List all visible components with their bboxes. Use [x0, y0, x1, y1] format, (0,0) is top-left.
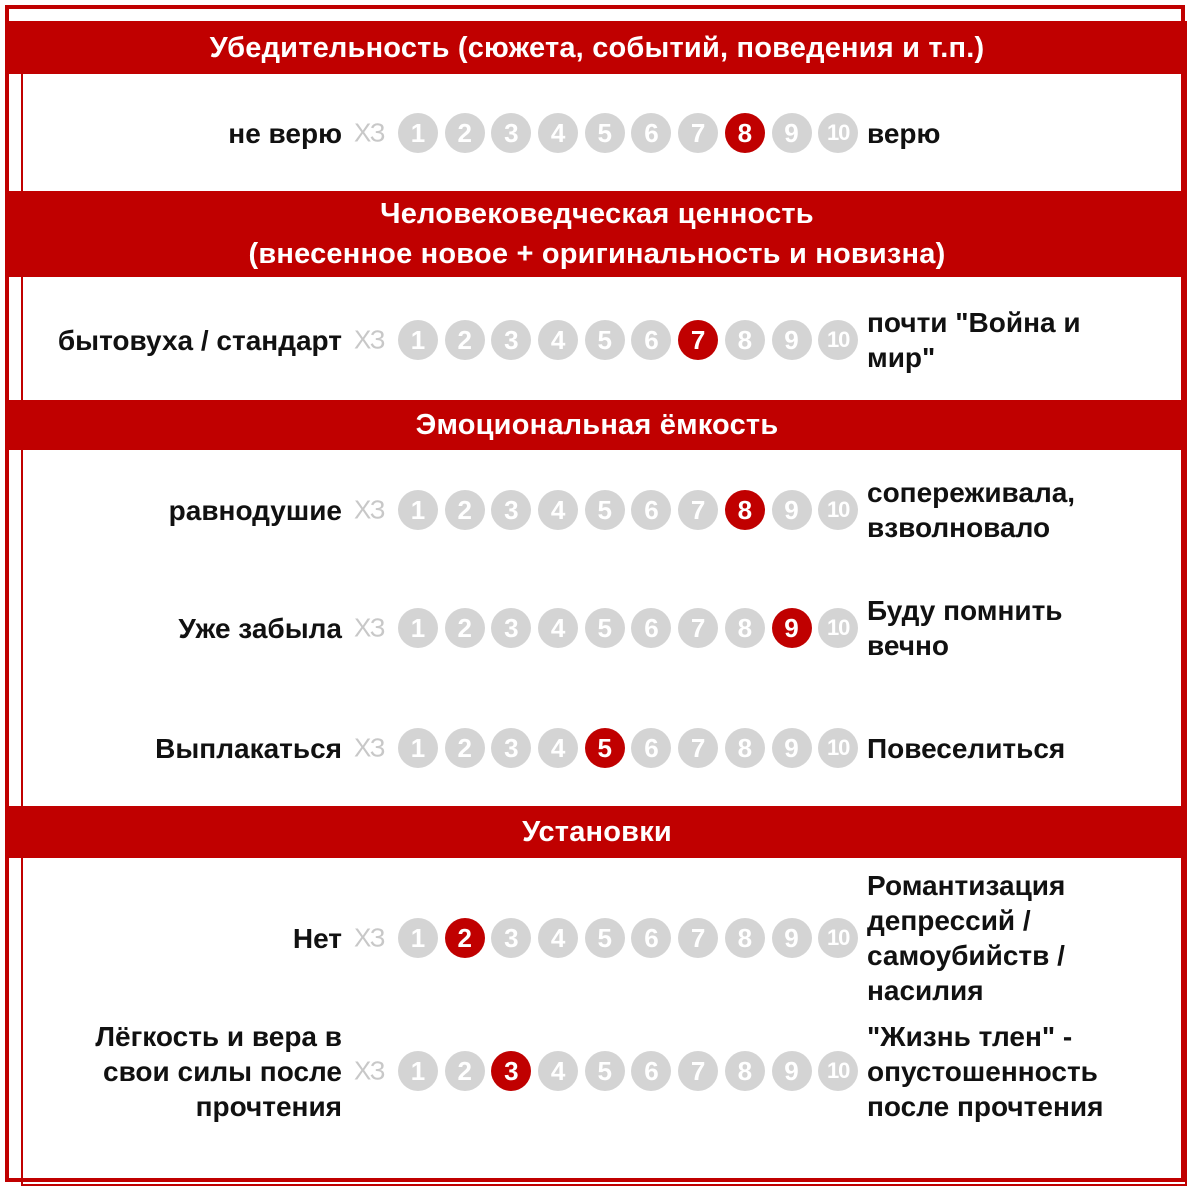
left-label: Нет — [292, 922, 342, 954]
rating-circle[interactable]: 10 — [818, 1051, 858, 1091]
rating-circle[interactable]: 9 — [772, 320, 812, 360]
rating-circle[interactable]: 9 — [772, 113, 812, 153]
section-title-line: Убедительность (сюжета, событий, поведения и т.п.) — [209, 31, 985, 64]
rating-circle[interactable]: 2 — [445, 1051, 485, 1091]
rating-circle[interactable]: 4 — [538, 490, 578, 530]
rating-circle[interactable]: 8 — [725, 1051, 765, 1091]
section-header — [9, 191, 1185, 277]
xz-option[interactable]: ХЗ — [354, 117, 385, 148]
rating-circle-selected[interactable]: 3 — [491, 1051, 531, 1091]
left-label: бытовуха / стандарт — [57, 324, 342, 356]
section-title-line: (внесенное новое + оригинальность и новизна) — [248, 238, 946, 270]
rating-circle[interactable]: 8 — [725, 918, 765, 958]
xz-option[interactable]: ХЗ — [354, 494, 385, 525]
right-label: Буду помнить вечно — [867, 595, 1063, 661]
rating-circle[interactable]: 5 — [585, 320, 625, 360]
rating-circle-selected[interactable]: 2 — [445, 918, 485, 958]
rating-circle-selected[interactable]: 5 — [585, 728, 625, 768]
rating-circle[interactable]: 7 — [678, 113, 718, 153]
rating-circle-selected[interactable]: 7 — [678, 320, 718, 360]
rating-circle[interactable]: 1 — [398, 728, 438, 768]
rating-circle[interactable]: 7 — [678, 490, 718, 530]
section-header — [9, 21, 1185, 74]
rating-circle[interactable]: 6 — [631, 728, 671, 768]
rating-circle[interactable]: 4 — [538, 320, 578, 360]
rating-circle[interactable]: 6 — [631, 320, 671, 360]
rating-circle[interactable]: 3 — [491, 113, 531, 153]
section-header — [9, 806, 1185, 858]
scale-row — [0, 862, 1200, 1014]
left-label: равнодушие — [168, 494, 342, 526]
rating-circle[interactable]: 3 — [491, 490, 531, 530]
rating-circle-selected[interactable]: 9 — [772, 608, 812, 648]
xz-option[interactable]: ХЗ — [354, 1055, 385, 1086]
rating-circle[interactable]: 5 — [585, 113, 625, 153]
right-label: сопереживала, взволновало — [867, 477, 1076, 543]
rating-circle[interactable]: 9 — [772, 728, 812, 768]
left-label: Выплакаться — [155, 732, 342, 764]
rating-circle[interactable]: 1 — [398, 320, 438, 360]
right-label: "Жизнь тлен" - опустошенность после прочтения — [867, 1020, 1104, 1122]
scale-row — [0, 90, 1200, 176]
rating-circle[interactable]: 2 — [445, 490, 485, 530]
rating-circle[interactable]: 2 — [445, 113, 485, 153]
rating-circle[interactable]: 10 — [818, 608, 858, 648]
rating-scale — [398, 490, 865, 530]
rating-circle[interactable]: 10 — [818, 320, 858, 360]
rating-scale — [398, 608, 865, 648]
rating-circle[interactable]: 3 — [491, 608, 531, 648]
scale-row — [0, 292, 1200, 388]
rating-scale — [398, 918, 865, 958]
rating-circle[interactable]: 3 — [491, 320, 531, 360]
rating-circle-selected[interactable]: 8 — [725, 490, 765, 530]
rating-circle[interactable]: 2 — [445, 608, 485, 648]
rating-circle[interactable]: 2 — [445, 320, 485, 360]
rating-circle[interactable]: 7 — [678, 728, 718, 768]
right-label: почти "Война и мир" — [867, 307, 1081, 373]
rating-circle[interactable]: 6 — [631, 918, 671, 958]
rating-circle[interactable]: 5 — [585, 490, 625, 530]
rating-circle[interactable]: 9 — [772, 1051, 812, 1091]
rating-circle[interactable]: 1 — [398, 113, 438, 153]
section-title-line: Эмоциональная ёмкость — [415, 409, 779, 441]
rating-circle[interactable]: 1 — [398, 608, 438, 648]
right-label: Повеселиться — [867, 732, 1066, 764]
rating-circle[interactable]: 10 — [818, 728, 858, 768]
xz-option[interactable]: ХЗ — [354, 732, 385, 763]
rating-scale — [398, 728, 865, 768]
rating-circle[interactable]: 5 — [585, 608, 625, 648]
rating-circle[interactable]: 4 — [538, 608, 578, 648]
rating-circle[interactable]: 7 — [678, 608, 718, 648]
rating-circle[interactable]: 8 — [725, 320, 765, 360]
section-title-line: Человековедческая ценность — [380, 198, 814, 230]
rating-circle[interactable]: 3 — [491, 728, 531, 768]
left-label: Уже забыла — [178, 612, 342, 644]
xz-option[interactable]: ХЗ — [354, 922, 385, 953]
rating-circle[interactable]: 10 — [818, 918, 858, 958]
xz-option[interactable]: ХЗ — [354, 612, 385, 643]
rating-circle[interactable]: 4 — [538, 918, 578, 958]
rating-circle[interactable]: 6 — [631, 1051, 671, 1091]
rating-circle[interactable]: 7 — [678, 918, 718, 958]
rating-circle[interactable]: 9 — [772, 490, 812, 530]
section-header — [9, 400, 1185, 450]
right-label: Романтизация депрессий / самоубийств / насилия — [867, 870, 1066, 1006]
scale-row — [0, 710, 1200, 786]
section-title-line: Установки — [522, 816, 672, 848]
rating-circle-selected[interactable]: 8 — [725, 113, 765, 153]
rating-circle[interactable]: 10 — [818, 113, 858, 153]
rating-circle[interactable]: 10 — [818, 490, 858, 530]
rating-circle[interactable]: 6 — [631, 490, 671, 530]
rating-circle[interactable]: 8 — [725, 608, 765, 648]
rating-circle[interactable]: 6 — [631, 608, 671, 648]
rating-circle[interactable]: 1 — [398, 1051, 438, 1091]
right-label: верю — [867, 117, 941, 149]
rating-circle[interactable]: 6 — [631, 113, 671, 153]
rating-circle[interactable]: 5 — [585, 1051, 625, 1091]
scale-row — [0, 590, 1200, 666]
xz-option[interactable]: ХЗ — [354, 324, 385, 355]
rating-circle[interactable]: 4 — [538, 113, 578, 153]
rating-circle[interactable]: 3 — [491, 918, 531, 958]
rating-circle[interactable]: 1 — [398, 490, 438, 530]
left-label: не верю — [228, 117, 342, 149]
left-label: Лёгкость и вера в свои силы после прочтения — [95, 1020, 342, 1122]
rating-circle[interactable]: 7 — [678, 1051, 718, 1091]
rating-circle[interactable]: 4 — [538, 1051, 578, 1091]
rating-scale — [398, 113, 865, 153]
scale-row — [0, 472, 1200, 548]
rating-circle[interactable]: 8 — [725, 728, 765, 768]
rating-circle[interactable]: 2 — [445, 728, 485, 768]
rating-scale — [398, 1051, 865, 1091]
rating-circle[interactable]: 5 — [585, 918, 625, 958]
rating-circle[interactable]: 1 — [398, 918, 438, 958]
rating-scale — [398, 320, 865, 360]
rating-circle[interactable]: 4 — [538, 728, 578, 768]
rating-circle[interactable]: 9 — [772, 918, 812, 958]
scale-row — [0, 1016, 1200, 1126]
